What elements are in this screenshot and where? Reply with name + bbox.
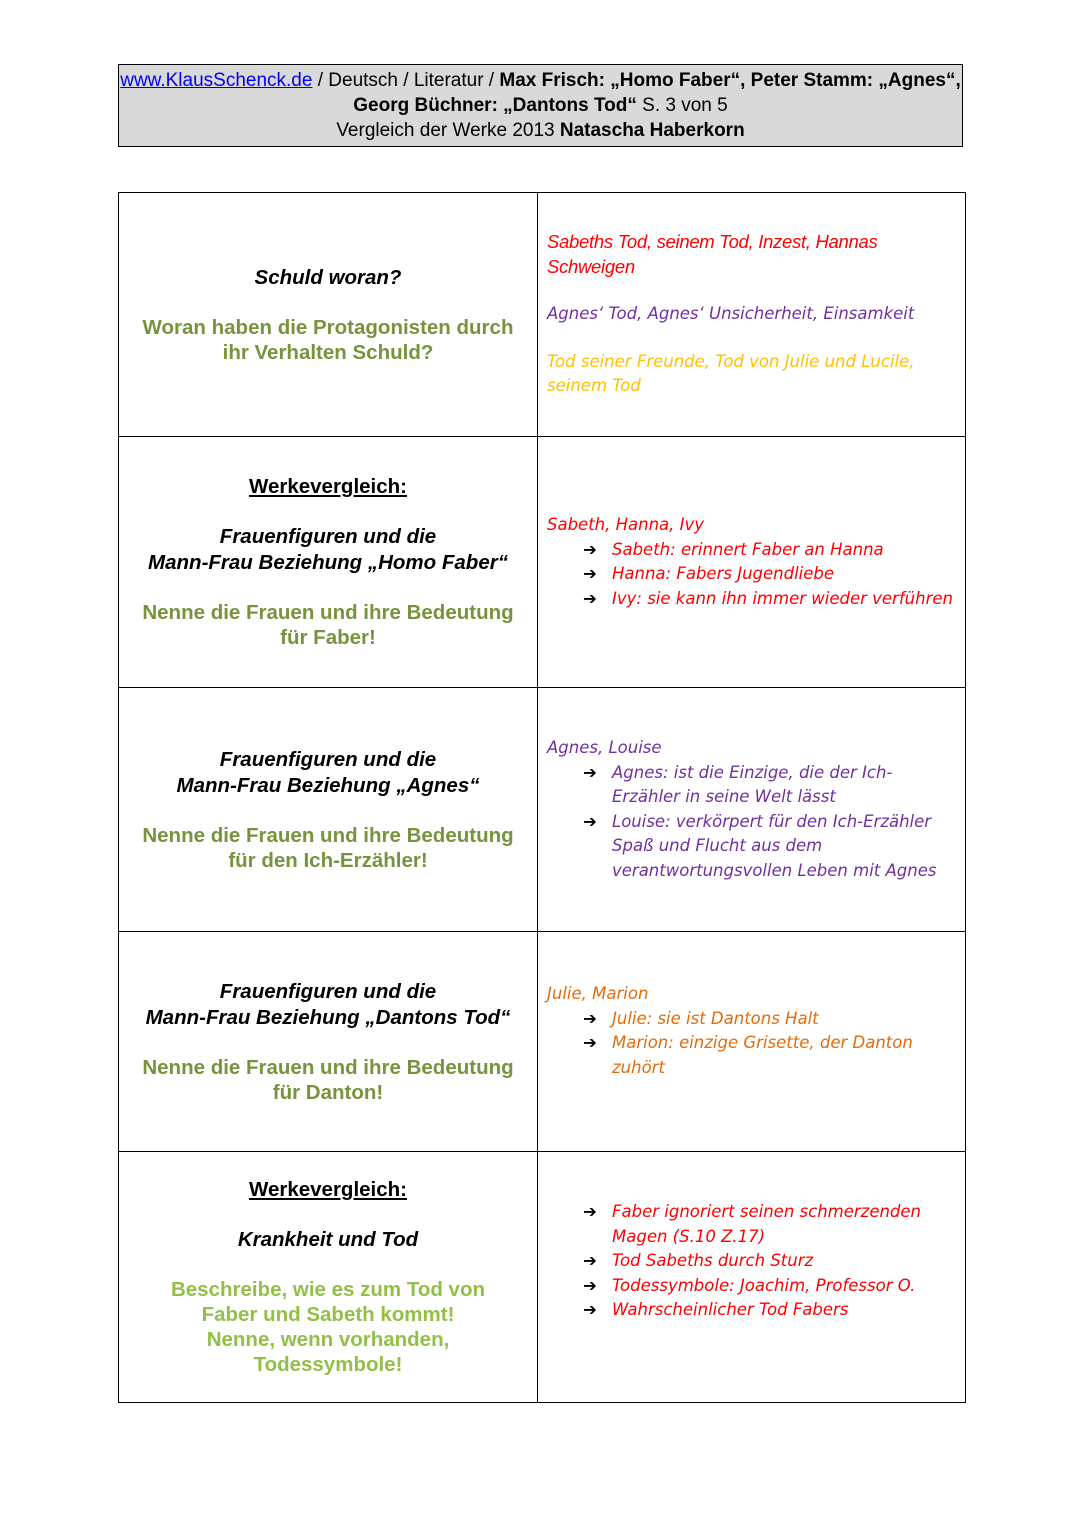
row-task-line: für Faber!	[280, 626, 376, 649]
table-row	[119, 193, 966, 437]
row-heading: Werkevergleich:	[248, 475, 407, 498]
list-item: ➔ Ivy: sie kann ihn immer wieder verführen	[547, 587, 957, 612]
answer-cell	[538, 688, 966, 932]
row-task-line: für Danton!	[272, 1080, 384, 1104]
list-item: ➔ Sabeth: erinnert Faber an Hanna	[547, 538, 957, 563]
answer-homo-faber: Sabeths Tod, seinem Tod, Inzest, Hannas Schweigen	[547, 231, 878, 277]
comparison-table	[118, 192, 966, 1403]
list-item: ➔ Faber ignoriert seinen schmerzenden Magen (S.10 Z.17)	[583, 1202, 922, 1246]
answer-cell	[538, 193, 966, 437]
arrow-icon: ➔	[583, 1008, 597, 1028]
header-page-number: S. 3 von 5	[636, 95, 728, 116]
row-title-line: Mann-Frau Beziehung „Dantons Tod“	[145, 1005, 511, 1029]
answer-dantons-tod: Tod seiner Freunde, Tod von Julie und Lucile, seinem Tod	[547, 351, 915, 396]
list-item: ➔ Agnes: ist die Einzige, die der Ich-Erzähler in seine Welt lässt	[583, 762, 893, 806]
question-cell	[119, 1152, 538, 1403]
row-title-line: Mann-Frau Beziehung „Agnes“	[176, 773, 480, 797]
list-item: ➔ Marion: einzige Grisette, der Danton zuhört	[583, 1033, 913, 1077]
arrow-icon: ➔	[583, 1275, 597, 1295]
header-path: / Deutsch / Literatur /	[312, 70, 500, 91]
question-cell	[119, 688, 538, 932]
row-task-line: Todessymbole!	[253, 1353, 403, 1376]
row-title: Schuld woran?	[254, 265, 402, 289]
row-task-line: Beschreibe, wie es zum Tod von	[170, 1278, 486, 1301]
list-item: ➔ Julie: sie ist Dantons Halt	[547, 1007, 957, 1032]
list-item: ➔ Louise: verkörpert für den Ich-Erzähler Spaß und Flucht aus dem verantwortungsvollen Leben mit Agnes	[583, 811, 937, 880]
row-title-line: Frauenfiguren und die	[219, 747, 437, 771]
answer-list	[547, 1007, 957, 1081]
page-header	[118, 64, 963, 147]
answer-list	[547, 538, 957, 612]
row-task-line: Faber und Sabeth kommt!	[201, 1303, 455, 1326]
row-title-line: Frauenfiguren und die	[219, 979, 437, 1003]
table-row	[119, 1152, 966, 1403]
row-title: Krankheit und Tod	[237, 1228, 419, 1251]
answer-intro: Agnes, Louise	[547, 738, 662, 757]
answer-intro: Julie, Marion	[547, 984, 649, 1003]
header-line-1	[119, 68, 962, 93]
header-line-3	[119, 118, 962, 143]
arrow-icon: ➔	[583, 1251, 597, 1270]
header-works-1: Max Frisch: „Homo Faber“, Peter Stamm: „Agnes“,	[499, 70, 961, 91]
row-heading: Werkevergleich:	[248, 1178, 407, 1201]
answer-cell	[538, 437, 966, 688]
row-title-line: Mann-Frau Beziehung „Homo Faber“	[148, 551, 508, 574]
arrow-icon: ➔	[583, 811, 597, 831]
table-row	[119, 437, 966, 688]
answer-cell	[538, 932, 966, 1152]
list-item: ➔ Hanna: Fabers Jugendliebe	[547, 562, 957, 587]
website-link[interactable]: www.KlausSchenck.de	[120, 70, 313, 91]
header-works-2: Georg Büchner: „Dantons Tod“	[353, 95, 637, 116]
list-item: ➔ Todessymbole: Joachim, Professor O.	[547, 1274, 957, 1299]
arrow-icon: ➔	[583, 1033, 597, 1052]
list-item: ➔ Tod Sabeths durch Sturz	[547, 1249, 957, 1274]
question-cell	[119, 437, 538, 688]
arrow-icon: ➔	[583, 588, 597, 608]
row-task-line: Nenne, wenn vorhanden,	[206, 1328, 450, 1351]
header-author: Natascha Haberkorn	[559, 120, 745, 141]
header-line-2	[119, 93, 962, 118]
question-cell	[119, 932, 538, 1152]
row-task-line: Nenne die Frauen und ihre Bedeutung	[142, 823, 514, 847]
row-task-line: Nenne die Frauen und ihre Bedeutung	[142, 601, 514, 624]
row-task-line: Nenne die Frauen und ihre Bedeutung	[142, 1055, 514, 1079]
table-row	[119, 688, 966, 932]
table-row	[119, 932, 966, 1152]
answer-agnes: Agnes‘ Tod, Agnes‘ Unsicherheit, Einsamkeit	[547, 304, 915, 324]
arrow-icon: ➔	[583, 564, 597, 583]
answer-intro: Sabeth, Hanna, Ivy	[547, 515, 705, 534]
answer-list	[547, 1200, 957, 1323]
row-title-line: Frauenfiguren und die	[219, 525, 437, 548]
answer-cell	[538, 1152, 966, 1403]
header-subtitle: Vergleich der Werke 2013	[336, 120, 560, 141]
arrow-icon: ➔	[583, 1300, 597, 1319]
row-task-line: für den Ich-Erzähler!	[228, 848, 428, 872]
list-item: ➔ Wahrscheinlicher Tod Fabers	[547, 1298, 957, 1323]
row-task: Woran haben die Protagonisten durch ihr Verhalten Schuld?	[142, 315, 514, 364]
arrow-icon: ➔	[583, 1202, 597, 1221]
answer-list	[547, 761, 957, 884]
arrow-icon: ➔	[583, 539, 597, 559]
arrow-icon: ➔	[583, 762, 597, 782]
question-cell	[119, 193, 538, 437]
